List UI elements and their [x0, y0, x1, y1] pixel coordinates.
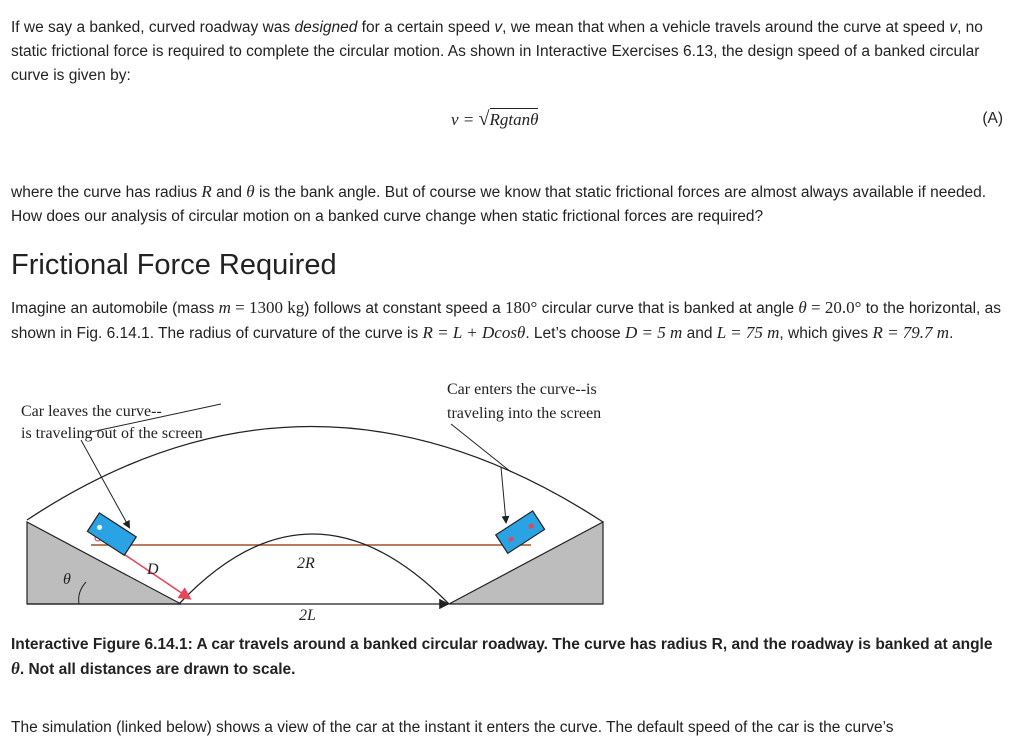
- caption-theta: θ: [11, 659, 20, 678]
- where-text-2: and: [211, 184, 247, 201]
- imagine-text-2: ) follows at constant speed a: [304, 300, 506, 317]
- mass-value: 1300 kg: [249, 298, 305, 317]
- intro-text-1: If we say a banked, curved roadway was: [11, 19, 295, 36]
- right-car: [496, 511, 545, 553]
- radius-expression: R = L + Dcosθ: [422, 323, 526, 342]
- simulation-paragraph: The simulation (linked below) shows a view of the car at the instant it enters the curve. The default speed of the car is the curve’s: [11, 719, 894, 736]
- imagine-text-4: to the horizontal, as shown in Fig. 6.14.1. The radius of curvature of the curve is: [11, 300, 1002, 342]
- intro-text-3: , we mean that when a vehicle travels around the curve at speed: [502, 19, 950, 36]
- design-speed-equation: [451, 108, 538, 131]
- left-car-body: [87, 513, 136, 555]
- right-car-body: [496, 511, 545, 553]
- angle-symbol: θ: [798, 298, 807, 317]
- where-text-3: is the bank angle. But of course we know that static frictional forces are almost always available if needed. How does our analysis of circular motion on a banked curve change when static frictional forces are required?: [11, 184, 987, 225]
- sqrt-symbol: √: [478, 108, 490, 130]
- caption-text-2: , and the roadway is banked at angle: [722, 636, 993, 653]
- imagine-paragraph: [11, 296, 1007, 346]
- mass-symbol: m: [218, 298, 231, 317]
- intro-v-1: v: [494, 19, 503, 36]
- equation-radicand: Rgtanθ: [489, 110, 539, 129]
- enters-label-line2: traveling into the screen: [447, 405, 602, 422]
- section-heading: Frictional Force Required: [11, 249, 337, 281]
- left-car: [87, 513, 136, 555]
- banked-curve-figure: [11, 372, 651, 622]
- caption-R: R: [711, 636, 723, 653]
- leaves-label-line1: Car leaves the curve--: [21, 403, 162, 420]
- intro-text-2: for a certain speed: [357, 19, 495, 36]
- enters-label-pointer: [501, 467, 506, 522]
- imagine-text-7: , which gives: [779, 325, 873, 342]
- angle-value: 20.0°: [824, 298, 862, 317]
- R-result: R = 79.7 m: [872, 323, 950, 342]
- D-label: D: [147, 561, 159, 578]
- 2L-label: 2L: [299, 607, 316, 622]
- equation-row: [11, 108, 1011, 138]
- enters-label-underline: [451, 424, 511, 472]
- enters-label-line1: Car enters the curve--is: [447, 381, 597, 398]
- figure-caption: [11, 633, 1007, 682]
- equals-1: =: [230, 298, 250, 317]
- imagine-text-3: circular curve that is banked at angle: [537, 300, 799, 317]
- intro-v-2: v: [949, 19, 958, 36]
- caption-text-1: Interactive Figure 6.14.1: A car travels around a banked circular roadway. The curve has radius: [11, 636, 712, 653]
- curve-degrees: 180°: [505, 298, 538, 317]
- caption-text-3: . Not all distances are drawn to scale.: [19, 661, 296, 678]
- L-value: L = 75 m: [716, 323, 780, 342]
- theta-label: θ: [63, 571, 71, 588]
- where-theta: θ: [246, 182, 255, 201]
- equation-lhs: v =: [451, 110, 475, 129]
- intro-emphasis: designed: [294, 19, 358, 36]
- equation-label: (A): [982, 110, 1003, 127]
- intro-text-4: , no static frictional force is required to complete the circular motion. As shown in Interactive Exercises 6.13, the design speed of a banked circular curve is given by:: [11, 19, 983, 84]
- 2R-label: 2R: [297, 555, 315, 572]
- intro-paragraph: [11, 16, 1007, 88]
- equals-2: =: [806, 298, 825, 317]
- where-text-1: where the curve has radius: [11, 184, 202, 201]
- imagine-text-6: and: [682, 325, 717, 342]
- imagine-text-5: . Let’s choose: [525, 325, 625, 342]
- imagine-text-8: .: [949, 325, 954, 342]
- where-R: R: [201, 182, 212, 201]
- imagine-text-1: Imagine an automobile (mass: [11, 300, 219, 317]
- leaves-label-line2: is traveling out of the screen: [21, 425, 203, 442]
- where-paragraph: [11, 180, 1007, 229]
- D-value: D = 5 m: [624, 323, 683, 342]
